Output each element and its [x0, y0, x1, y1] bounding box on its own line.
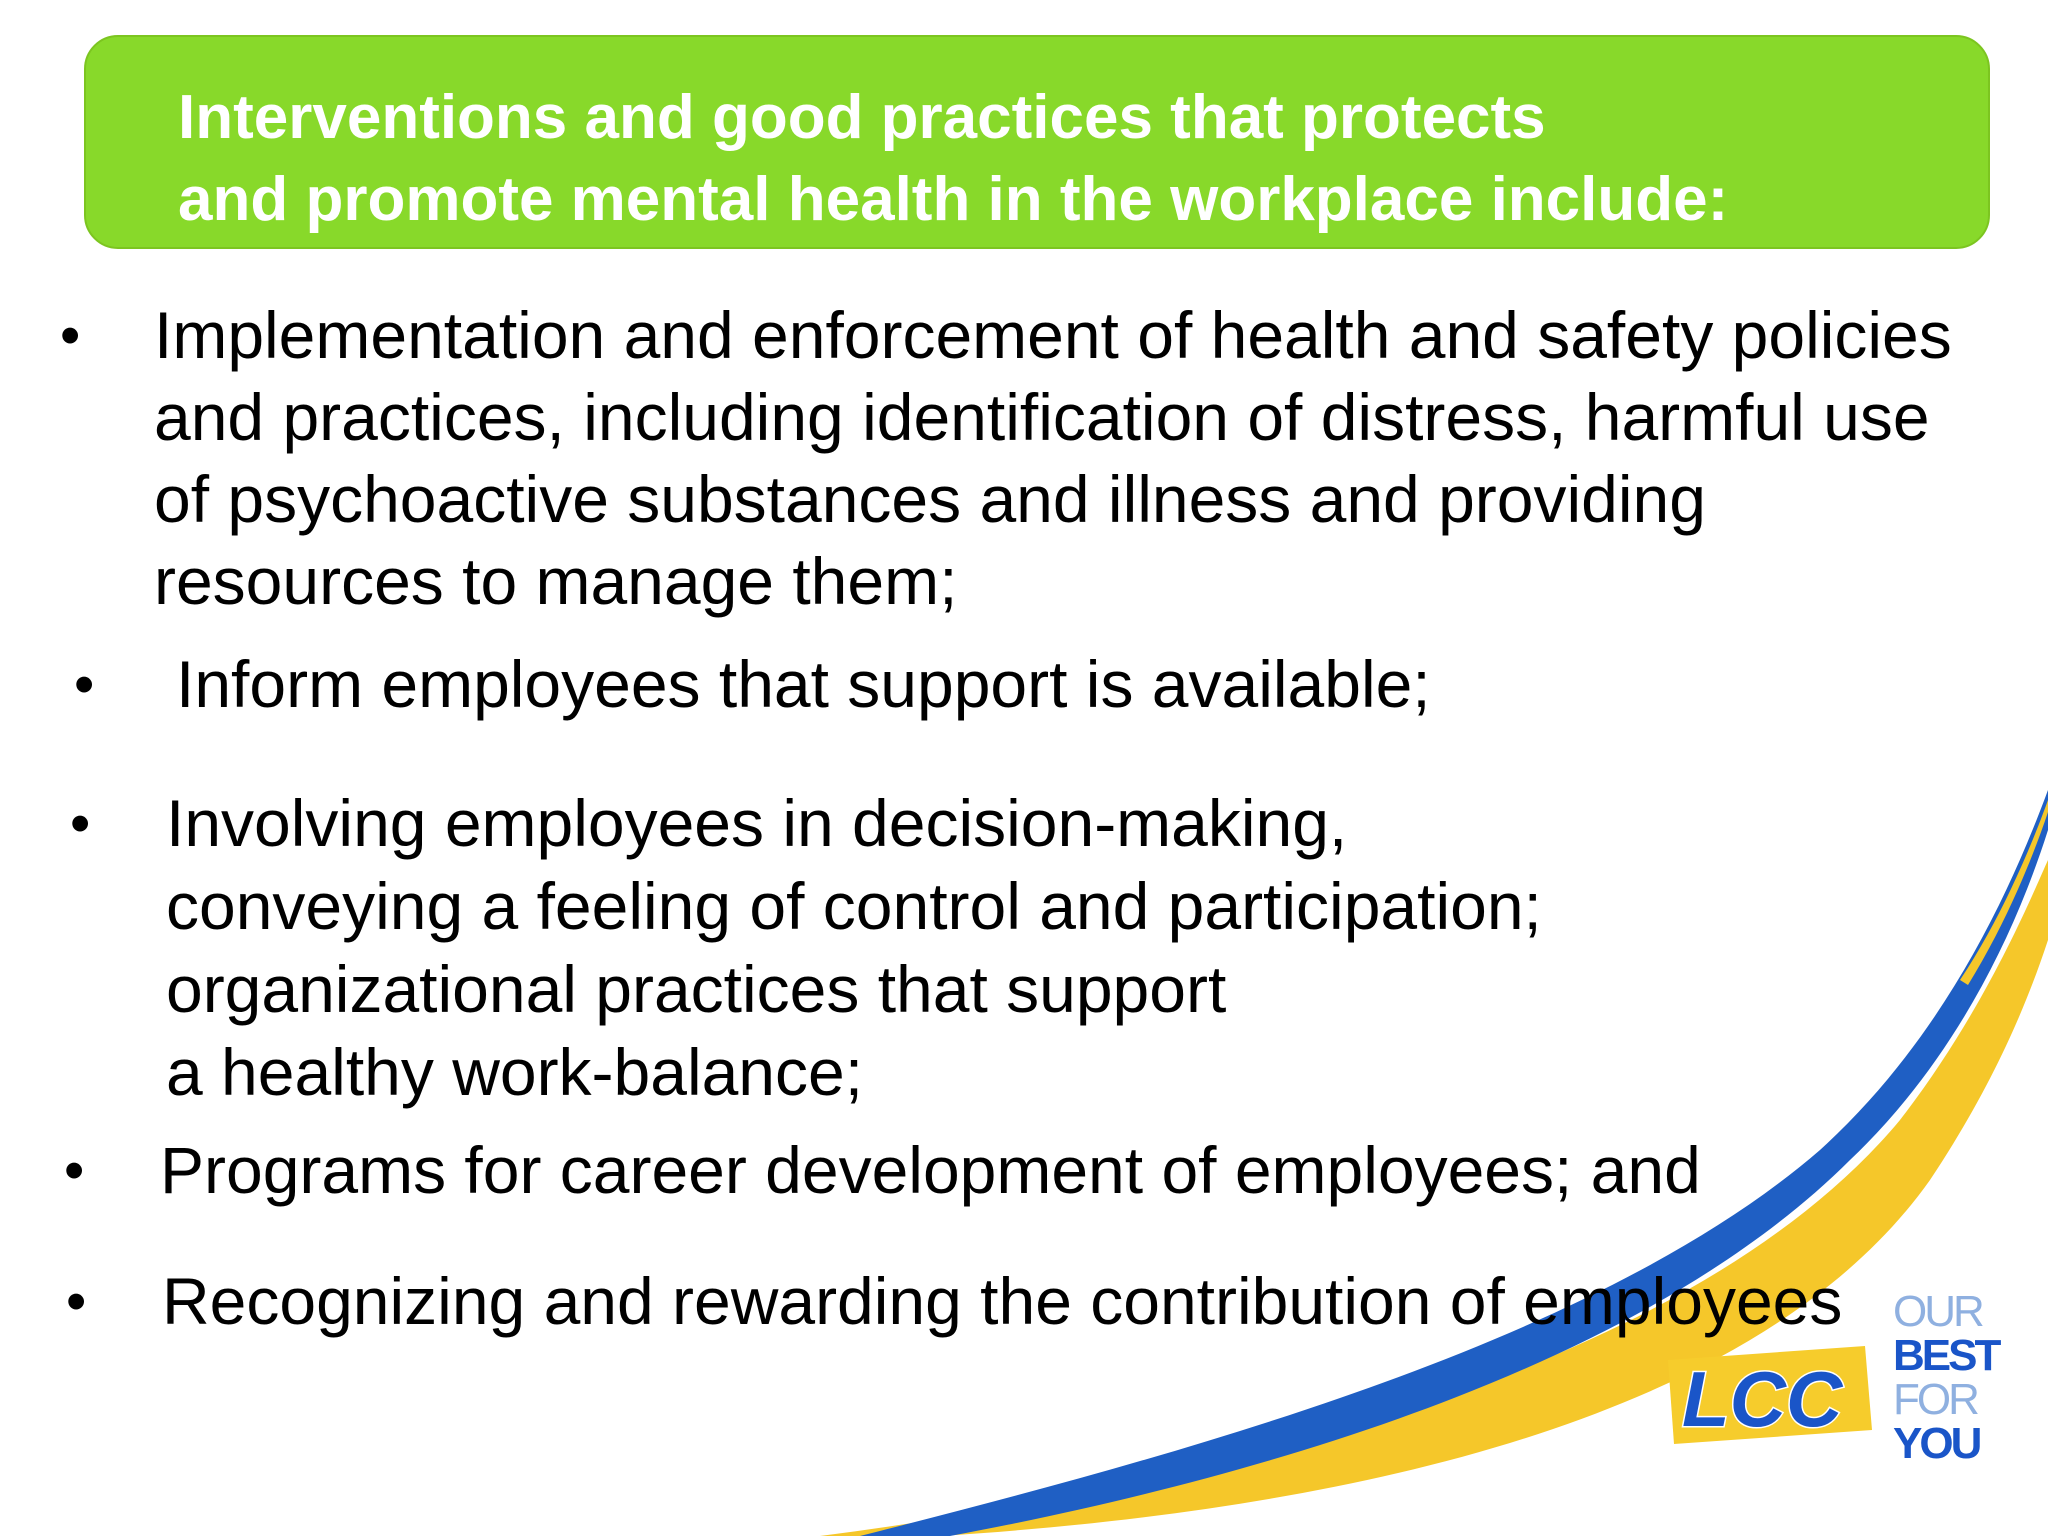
- svg-text:LCC: LCC: [1682, 1355, 1843, 1443]
- bullet-text-line: a healthy work-balance;: [166, 1035, 864, 1109]
- bullet-text-line: organizational practices that support: [166, 952, 1227, 1026]
- bullet-text-line: Programs for career development of employees; and: [160, 1133, 1701, 1207]
- tagline-word: BEST: [1893, 1331, 1999, 1380]
- bullet-text-line: Implementation and enforcement of health and safety policies: [154, 298, 1952, 372]
- bullet-text-line: conveying a feeling of control and participation;: [166, 869, 1542, 943]
- bullet-text-line: and practices, including identification of distress, harmful use: [154, 380, 1930, 454]
- tagline-word: YOU: [1893, 1419, 1980, 1468]
- bullet-marker: •: [66, 1269, 87, 1334]
- tagline-word: FOR: [1893, 1375, 1977, 1424]
- bullet-marker: •: [60, 303, 81, 368]
- bullet-text-line: resources to manage them;: [154, 544, 958, 618]
- bullet-text-line: Involving employees in decision-making,: [166, 786, 1348, 860]
- tagline-word: OUR: [1893, 1287, 1982, 1336]
- bullet-marker: •: [64, 1138, 85, 1203]
- bullet-text-line: Inform employees that support is available;: [176, 647, 1431, 721]
- slide-title-line-1: Interventions and good practices that protects: [178, 83, 1546, 152]
- slide-title-line-2: and promote mental health in the workplace include:: [178, 165, 1729, 234]
- bullet-marker: •: [70, 791, 91, 856]
- bullet-marker: •: [74, 652, 95, 717]
- lcc-logo-icon: [1660, 1340, 1875, 1450]
- bullet-text-line: of psychoactive substances and illness and providing: [154, 462, 1706, 536]
- bullet-text-line: Recognizing and rewarding the contribution of employees: [162, 1264, 1843, 1338]
- title-banner: [84, 35, 1990, 249]
